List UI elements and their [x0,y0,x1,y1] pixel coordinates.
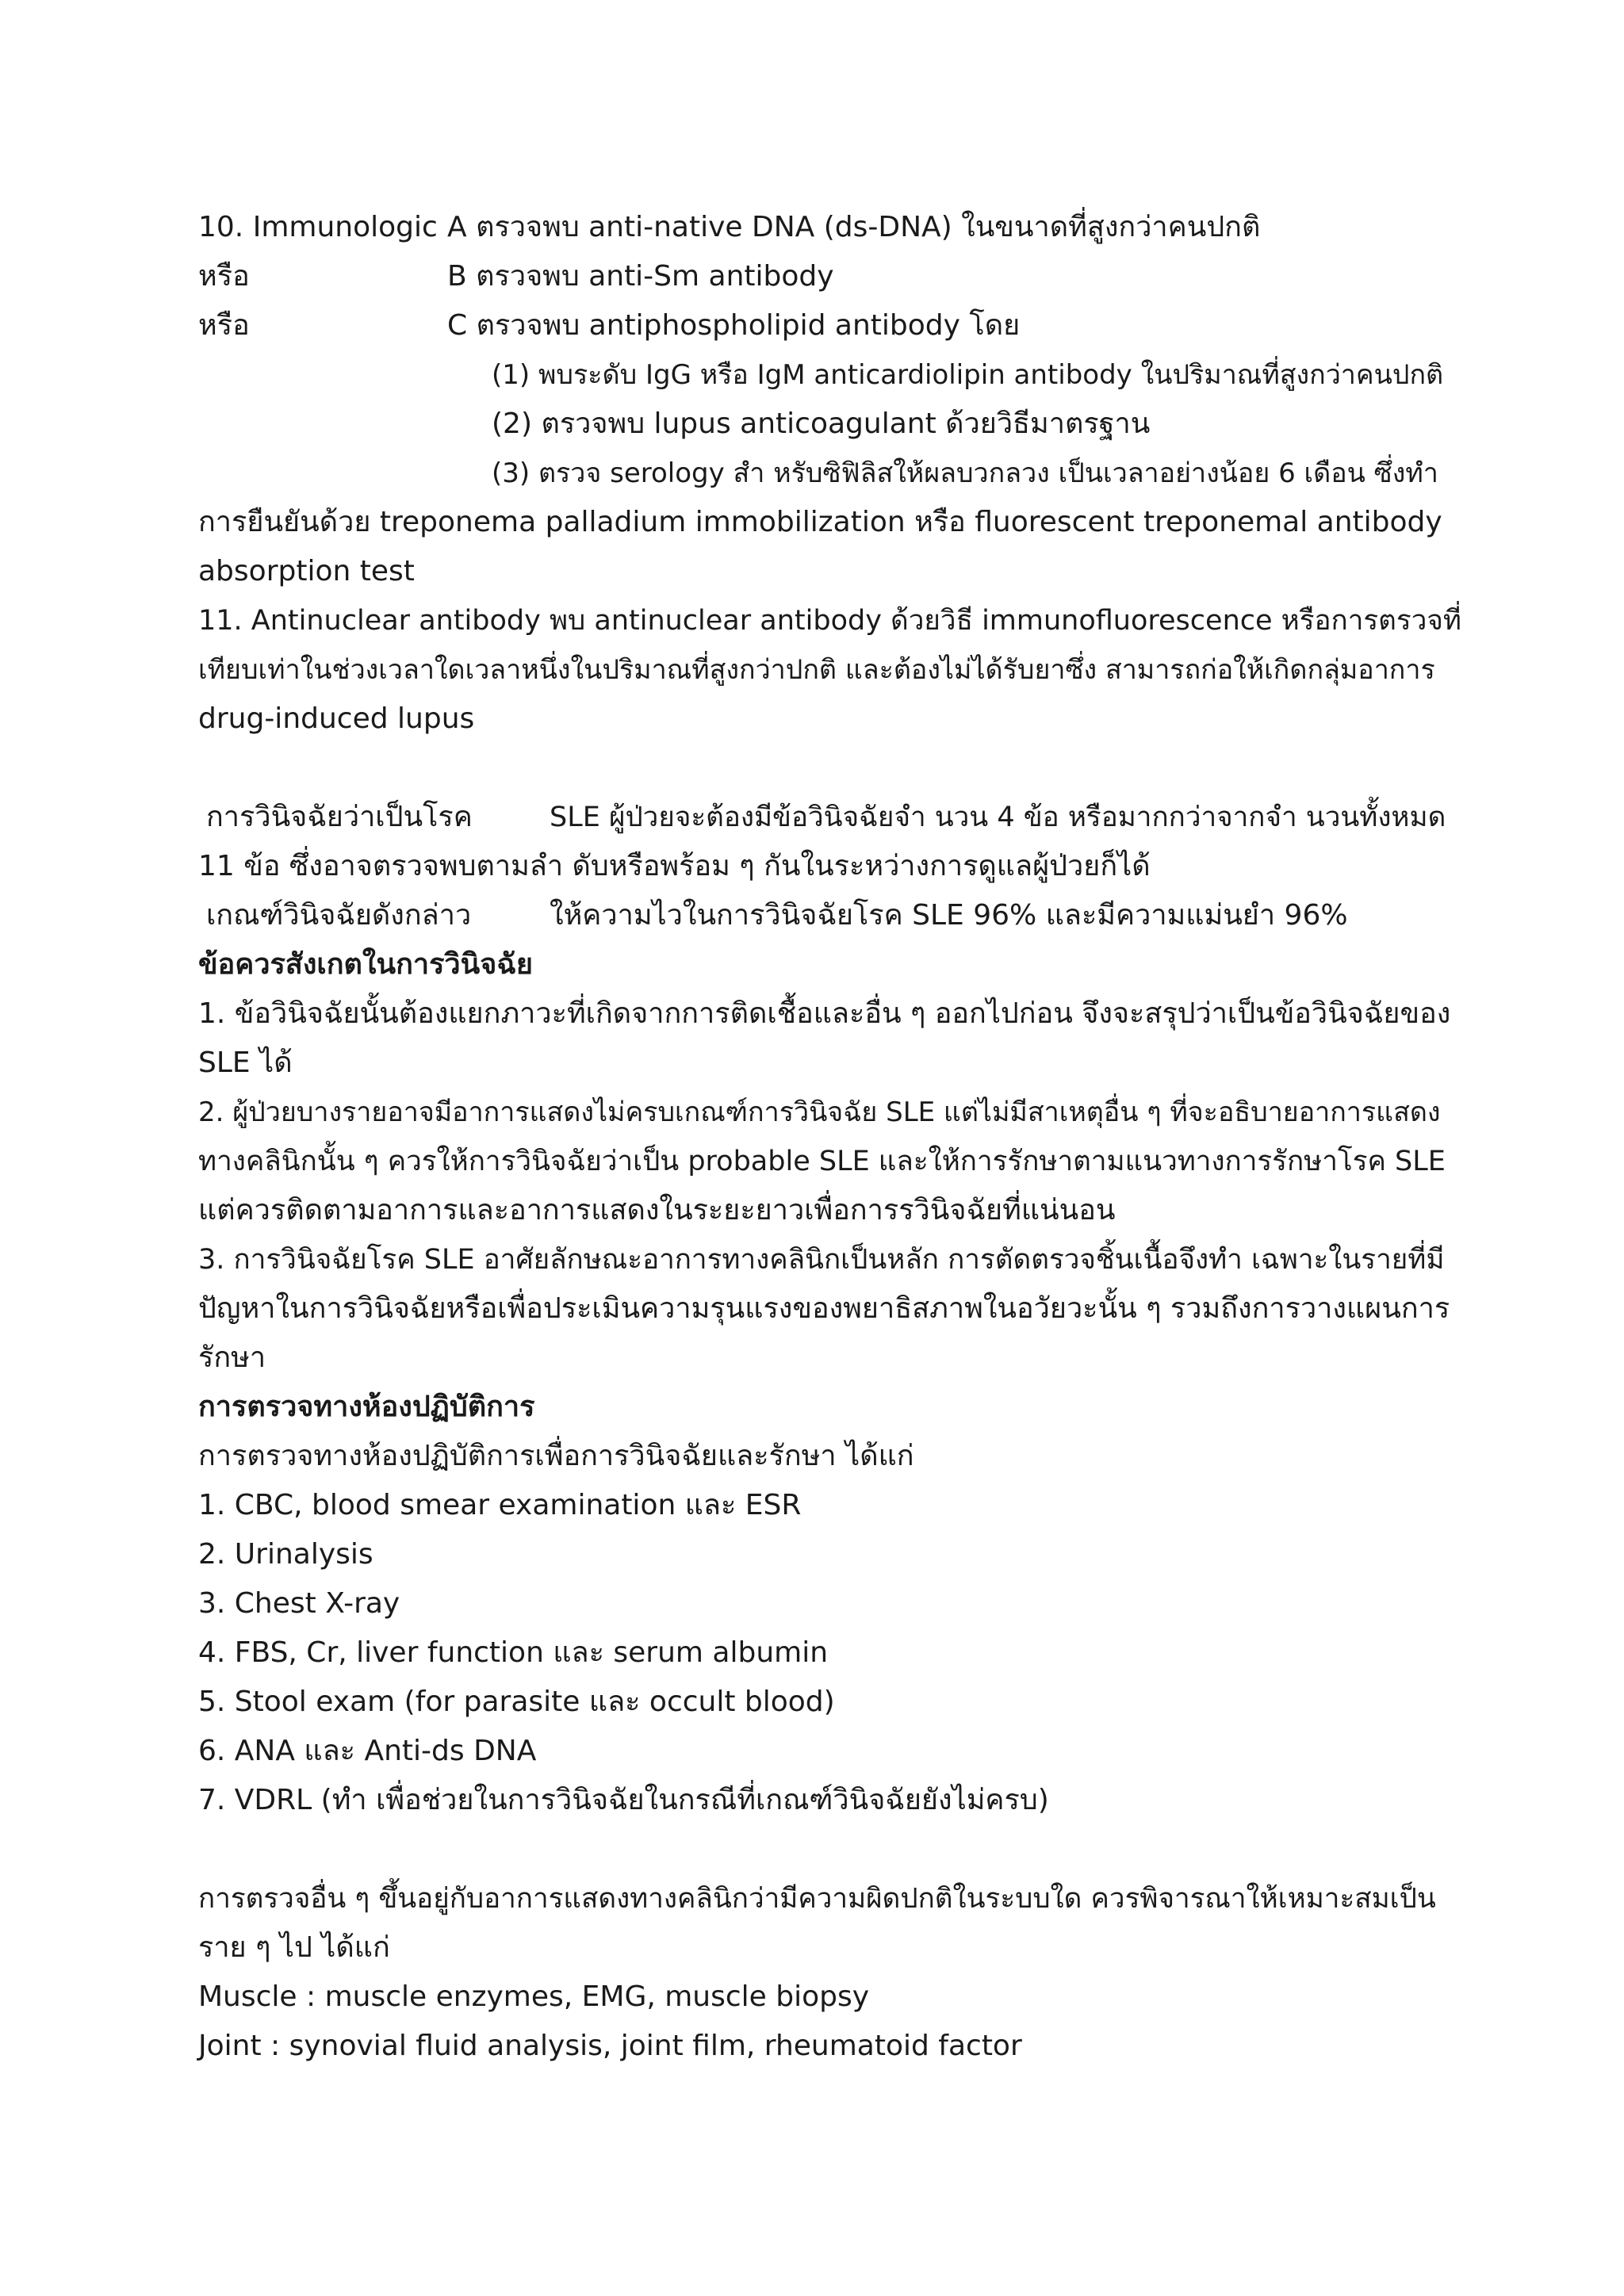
observation-paragraph: 1. ข้อวินิจฉัยนั้นต้องแยกภาวะที่เกิดจากการติดเชื้อและอื่น ๆ ออกไปก่อน จึงจะสรุปว่าเป็นข้อวินิจฉัยของ [198,997,1451,1030]
immunologic-criterion-a: A ตรวจพบ anti-native DNA (ds-DNA) ในขนาดที่สูงกว่าคนปกติ [447,211,1261,243]
lab-list-item: 7. VDRL (ทำ เพื่อช่วยในการวินิจฉัยในกรณีที่เกณฑ์วินิจฉัยยังไม่ครบ) [198,1784,1049,1816]
or-connector: หรือ [198,309,250,342]
observation-paragraph: 2. ผู้ป่วยบางรายอาจมีอาการแสดงไม่ครบเกณฑ์การวินิจฉัย SLE แต่ไม่มีสาเหตุอื่น ๆ ที่จะอธิบายอาการแสดง [198,1096,1441,1128]
immunologic-label: 10. Immunologic [198,211,438,243]
lab-list-item: 3. Chest X-ray [198,1587,400,1620]
joint-tests: Joint : synovial fluid analysis, joint film, rheumatoid factor [198,2030,1022,2062]
other-tests-text: ราย ๆ ไป ได้แก่ [198,1931,390,1964]
criterion-c-sub-3-continued: การยืนยันด้วย treponema palladium immobilization หรือ fluorescent treponemal antibody [198,506,1442,538]
diagnosis-label: การวินิจฉัยว่าเป็นโรค [206,801,473,833]
lab-intro: การตรวจทางห้องปฏิบัติการเพื่อการวินิจฉัยและรักษา ได้แก่ [198,1440,914,1472]
observation-paragraph: 3. การวินิจฉัยโรค SLE อาศัยลักษณะอาการทางคลินิกเป็นหลัก การตัดตรวจชิ้นเนื้อจึงทำ เฉพาะในรายที่มี [198,1244,1445,1276]
criterion-c-sub-3-continued: absorption test [198,555,415,587]
lab-list-item: 2. Urinalysis [198,1538,373,1571]
observation-paragraph: รักษา [198,1341,266,1374]
observation-paragraph: ทางคลินิกนั้น ๆ ควรให้การวินิจฉัยว่าเป็น probable SLE และให้การรักษาตามแนวทางการรักษาโรค SLE [198,1146,1446,1177]
diagnosis-text-continued: 11 ข้อ ซึ่งอาจตรวจพบตามลำ ดับหรือพร้อม ๆ กันในระหว่างการดูแลผู้ป่วยก็ได้ [198,850,1151,882]
lab-list-item: 4. FBS, Cr, liver function และ serum albumin [198,1636,829,1669]
observation-paragraph: แต่ควรติดตามอาการและอาการแสดงในระยะยาวเพื่อการรวินิจฉัยที่แน่นอน [198,1194,1116,1226]
lab-list-item: 5. Stool exam (for parasite และ occult blood) [198,1686,835,1718]
other-tests-text: การตรวจอื่น ๆ ขึ้นอยู่กับอาการแสดงทางคลินิกว่ามีความผิดปกติในระบบใด ควรพิจารณาให้เหมาะสมเป็น [198,1883,1436,1915]
immunologic-criterion-c: C ตรวจพบ antiphospholipid antibody โดย [447,309,1021,342]
antinuclear-text: drug-induced lupus [198,702,475,735]
observation-paragraph: SLE ได้ [198,1047,293,1079]
observation-paragraph: ปัญหาในการวินิจฉัยหรือเพื่อประเมินความรุนแรงของพยาธิสภาพในอวัยวะนั้น ๆ รวมถึงการวางแผนการ [198,1292,1450,1325]
criterion-c-sub-3: (3) ตรวจ serology สำ หรับซิฟิลิสให้ผลบวกลวง เป็นเวลาอย่างน้อย 6 เดือน ซึ่งทำ [492,457,1438,489]
lab-heading: การตรวจทางห้องปฏิบัติการ [198,1391,535,1423]
observations-heading: ข้อควรสังเกตในการวินิจฉัย [198,948,533,981]
muscle-tests: Muscle : muscle enzymes, EMG, muscle biopsy [198,1980,870,2013]
sensitivity-label: เกณฑ์วินิจฉัยดังกล่าว [206,899,472,932]
diagnosis-text: SLE ผู้ป่วยจะต้องมีข้อวินิจฉัยจำ นวน 4 ข้อ หรือมากกว่าจากจำ นวนทั้งหมด [550,802,1446,833]
immunologic-criterion-b: B ตรวจพบ anti-Sm antibody [447,260,834,293]
antinuclear-text: 11. Antinuclear antibody พบ antinuclear antibody ด้วยวิธี immunofluorescence หรือการตรวจที่ [198,605,1461,637]
lab-list-item: 1. CBC, blood smear examination และ ESR [198,1489,802,1521]
criterion-c-sub-1: (1) พบระดับ IgG หรือ IgM anticardiolipin antibody ในปริมาณที่สูงกว่าคนปกติ [492,359,1444,391]
antinuclear-text: เทียบเท่าในช่วงเวลาใดเวลาหนึ่งในปริมาณที่สูงกว่าปกติ และต้องไม่ได้รับยาซึ่ง สามารถก่อให้เกิดกลุ่มอาการ [198,654,1435,686]
criterion-c-sub-2: (2) ตรวจพบ lupus anticoagulant ด้วยวิธีมาตรฐาน [492,408,1151,440]
sensitivity-text: ให้ความไวในการวินิจฉัยโรค SLE 96% และมีความแม่นยำ 96% [550,899,1348,932]
lab-list-item: 6. ANA และ Anti-ds DNA [198,1735,537,1767]
or-connector: หรือ [198,260,250,293]
